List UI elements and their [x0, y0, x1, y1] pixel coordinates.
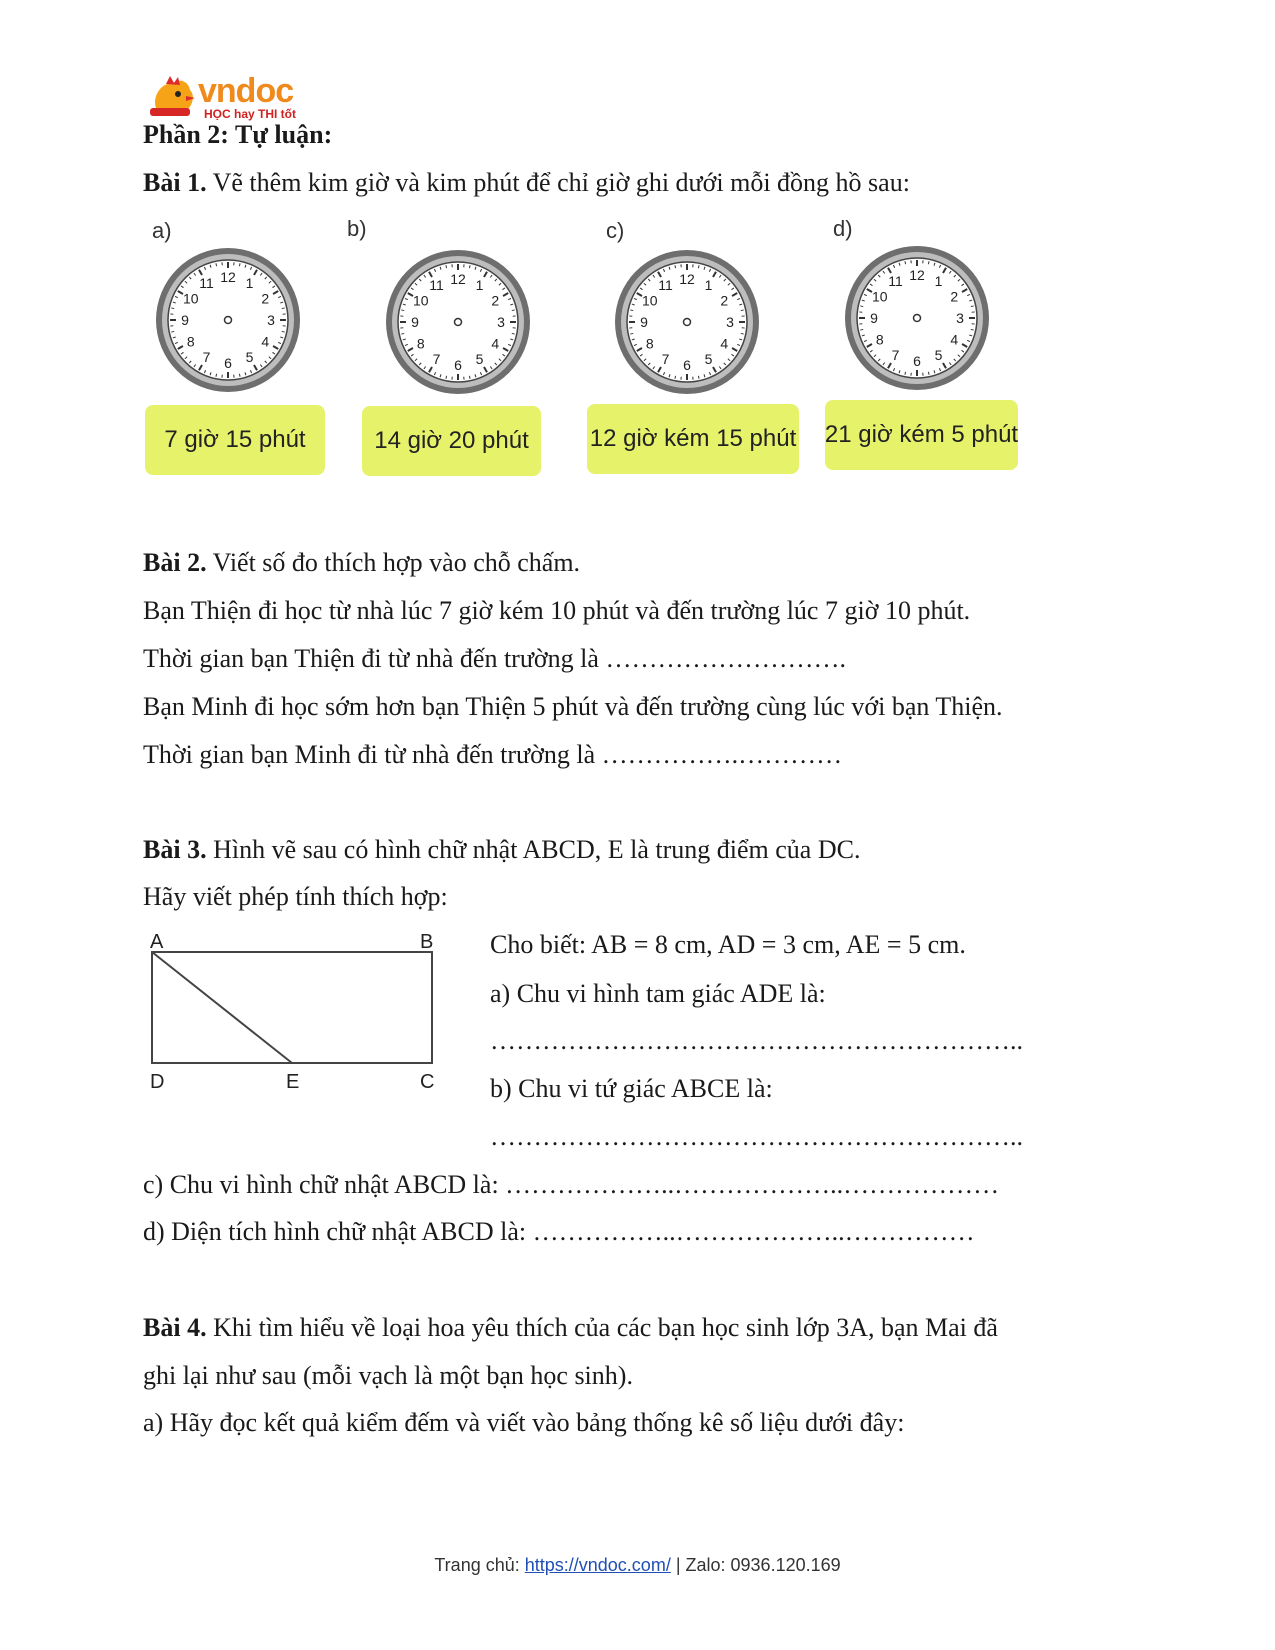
clock-number: 2: [261, 290, 270, 307]
clock-number: 9: [640, 314, 648, 330]
bai3-question-b: b) Chu vi tứ giác ABCE là:: [490, 1074, 773, 1103]
clock-a-time: 7 giờ 15 phút: [145, 405, 325, 475]
clock-number: 3: [267, 312, 275, 328]
clock-tick: [512, 333, 515, 334]
clock-tick: [905, 372, 906, 375]
bai3-text: Hình vẽ sau có hình chữ nhật ABCD, E là trung điểm của DC.: [213, 835, 861, 864]
page-footer: [0, 1555, 1275, 1576]
clock-number: 12: [450, 271, 466, 287]
clock-d-face: [839, 240, 995, 396]
clock-number: 4: [261, 333, 270, 350]
clock-number: 12: [909, 267, 925, 283]
clock-tick: [860, 329, 863, 330]
clock-number: 1: [245, 274, 254, 291]
bai4-line2: ghi lại như sau (mỗi vạch là một bạn học sinh).: [143, 1361, 633, 1390]
segment-ae: [152, 952, 292, 1063]
footer-zalo: | Zalo: 0936.120.169: [670, 1555, 841, 1575]
clock-tick: [469, 265, 470, 268]
clock-tick: [216, 374, 217, 377]
bai4-label: Bài 4.: [143, 1313, 207, 1342]
clock-tick: [675, 265, 676, 268]
bai4-text: Khi tìm hiểu về loại hoa yêu thích của các bạn học sinh lớp 3A, bạn Mai đã: [213, 1313, 998, 1342]
clock-number: 3: [726, 314, 734, 330]
label-d: D: [150, 1071, 165, 1093]
clock-number: 10: [412, 292, 429, 309]
clock-number: 2: [491, 292, 500, 309]
clock-tick: [630, 310, 633, 311]
clock-number: 7: [661, 351, 670, 368]
clock-number: 9: [181, 312, 189, 328]
clock-number: 6: [454, 357, 462, 373]
clock-number: 12: [679, 271, 695, 287]
clock-tick: [630, 333, 633, 334]
bai1-heading: [143, 168, 910, 198]
clock-c-letter: c): [606, 218, 625, 243]
clock-tick: [971, 306, 974, 307]
bai2-label: Bài 2.: [143, 548, 207, 577]
clock-number: 8: [416, 335, 425, 352]
clock-tick: [971, 329, 974, 330]
clock-tick: [401, 310, 404, 311]
clock-number: 12: [220, 269, 236, 285]
bai3-heading: [143, 835, 860, 865]
rectangle-figure: [140, 926, 450, 1096]
clock-tick: [446, 376, 447, 379]
mascot-icon: [148, 74, 198, 120]
footer-prefix: Trang chủ:: [434, 1555, 525, 1575]
bai3-line2: Hãy viết phép tính thích hợp:: [143, 882, 448, 911]
clock-tick: [401, 333, 404, 334]
clock-tick: [171, 331, 174, 332]
clock-tick: [741, 333, 744, 334]
clock-tick: [239, 263, 240, 266]
clock-tick: [675, 376, 676, 379]
clock-number: 1: [475, 276, 484, 293]
bai2-text: Viết số đo thích hợp vào chỗ chấm.: [212, 548, 581, 577]
clock-tick: [905, 261, 906, 264]
vndoc-logo: [148, 74, 308, 122]
clock-number: 4: [720, 335, 729, 352]
clock-tick: [282, 331, 285, 332]
bai3-given: Cho biết: AB = 8 cm, AD = 3 cm, AE = 5 cm.: [490, 930, 966, 959]
clock-tick: [239, 374, 240, 377]
clock-tick: [928, 372, 929, 375]
rect-abcd: [152, 952, 432, 1063]
clock-number: 2: [950, 288, 959, 305]
section-title: Phần 2: Tự luận:: [143, 120, 333, 149]
clock-b-time: 14 giờ 20 phút: [362, 406, 541, 476]
clock-number: 7: [432, 351, 441, 368]
bai2-line3: Bạn Minh đi học sớm hơn bạn Thiện 5 phút và đến trường cùng lúc với bạn Thiện.: [143, 692, 1003, 721]
bai1-label: Bài 1.: [143, 168, 207, 197]
clock-d-time: 21 giờ kém 5 phút: [825, 400, 1018, 470]
bai3-question-d: d) Diện tích hình chữ nhật ABCD là: ……………..………………..……………: [143, 1217, 975, 1246]
clock-number: 3: [497, 314, 505, 330]
clock-tick: [216, 263, 217, 266]
logo-tagline: HỌC hay THI tốt: [204, 107, 296, 121]
clock-tick: [698, 376, 699, 379]
bai2-line2: Thời gian bạn Thiện đi từ nhà đến trường là ……………………….: [143, 644, 846, 673]
clock-b-letter: b): [347, 216, 367, 241]
clock-number: 3: [956, 310, 964, 326]
clock-number: 10: [871, 288, 888, 305]
label-c: C: [420, 1071, 435, 1093]
clock-number: 5: [934, 347, 943, 364]
clock-number: 2: [720, 292, 729, 309]
clock-number: 10: [641, 292, 658, 309]
clock-number: 11: [658, 276, 673, 293]
bai3-answer-b: ……………………………………………………..: [490, 1122, 1023, 1151]
clock-tick: [446, 265, 447, 268]
bai1-text: Vẽ thêm kim giờ và kim phút để chỉ giờ ghi dưới mỗi đồng hồ sau:: [212, 168, 910, 197]
bai3-question-a: a) Chu vi hình tam giác ADE là:: [490, 979, 826, 1008]
label-a: A: [150, 931, 164, 953]
bai2-line1: Bạn Thiện đi học từ nhà lúc 7 giờ kém 10 phút và đến trường lúc 7 giờ 10 phút.: [143, 596, 971, 625]
bai2-heading: [143, 548, 580, 578]
clock-number: 5: [704, 351, 713, 368]
clock-c-time: 12 giờ kém 15 phút: [587, 404, 799, 474]
clock-number: 6: [683, 357, 691, 373]
clock-number: 6: [224, 355, 232, 371]
bai3-label: Bài 3.: [143, 835, 207, 864]
clock-tick: [512, 310, 515, 311]
clock-number: 10: [182, 290, 199, 307]
clock-number: 8: [645, 335, 654, 352]
clock-number: 11: [429, 276, 444, 293]
clock-number: 11: [199, 274, 214, 291]
bai2-line4: Thời gian bạn Minh đi từ nhà đến trường là …………….…………: [143, 740, 843, 769]
clock-tick: [860, 306, 863, 307]
label-e: E: [286, 1071, 300, 1093]
clock-number: 7: [891, 347, 900, 364]
bai4-heading: [143, 1313, 998, 1343]
clock-number: 8: [186, 333, 195, 350]
clock-number: 11: [888, 272, 903, 289]
clock-number: 4: [950, 331, 959, 348]
clock-number: 4: [491, 335, 500, 352]
clock-number: 1: [704, 276, 713, 293]
clock-tick: [741, 310, 744, 311]
clock-number: 1: [934, 272, 943, 289]
clock-number: 5: [475, 351, 484, 368]
clock-tick: [282, 308, 285, 309]
bai4-line3: a) Hãy đọc kết quả kiểm đếm và viết vào bảng thống kê số liệu dưới đây:: [143, 1408, 905, 1437]
clock-b-face: [380, 244, 536, 400]
logo-wordmark: vndoc: [198, 72, 294, 110]
clock-number: 8: [875, 331, 884, 348]
clock-tick: [469, 376, 470, 379]
label-b: B: [420, 931, 434, 953]
bai3-question-c: c) Chu vi hình chữ nhật ABCD là: ………………..………………..………………: [143, 1170, 1000, 1199]
bai3-answer-a: ……………………………………………………..: [490, 1026, 1023, 1055]
clock-c-face: [609, 244, 765, 400]
clock-number: 9: [411, 314, 419, 330]
clock-number: 5: [245, 349, 254, 366]
clock-a-letter: a): [152, 218, 172, 243]
clock-a-face: [150, 242, 306, 398]
clock-d-letter: d): [833, 216, 853, 241]
clock-number: 6: [913, 353, 921, 369]
clock-tick: [698, 265, 699, 268]
clock-tick: [171, 308, 174, 309]
clock-tick: [928, 261, 929, 264]
clock-number: 7: [202, 349, 211, 366]
clock-number: 9: [870, 310, 878, 326]
homepage-link[interactable]: https://vndoc.com/: [524, 1555, 671, 1575]
